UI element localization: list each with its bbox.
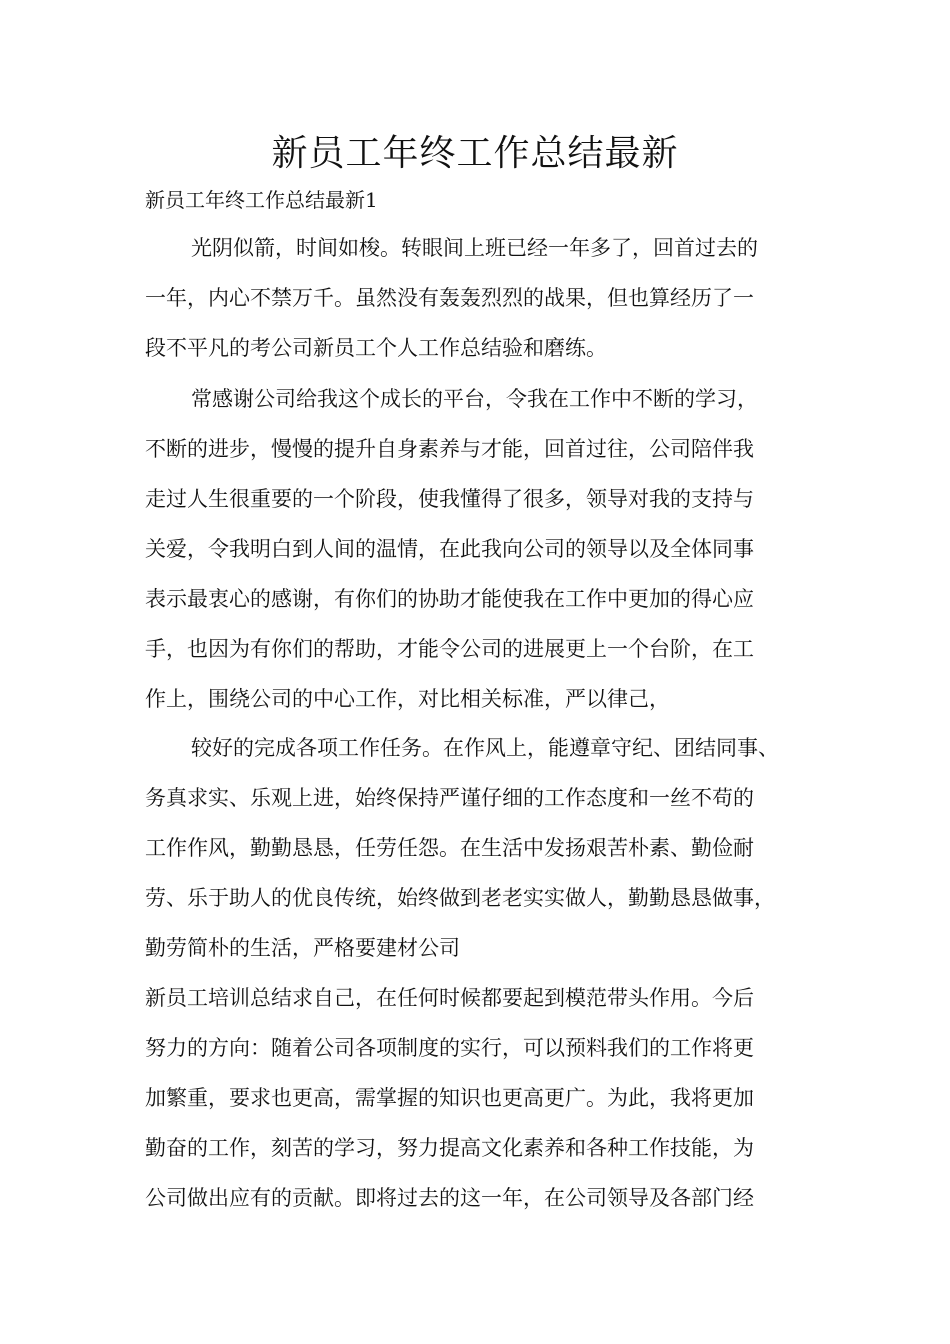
paragraph-line: 常感谢公司给我这个成长的平台，令我在工作中不断的学习， xyxy=(191,387,758,411)
paragraph-line: 工作作风，勤勤恳恳，任劳任怨。在生活中发扬艰苦朴素、勤俭耐 xyxy=(145,836,754,860)
paragraph-line: 光阴似箭，时间如梭。转眼间上班已经一年多了，回首过去的 xyxy=(191,236,758,260)
paragraph-line: 作上，围绕公司的中心工作，对比相关标准，严以律己， xyxy=(145,687,670,711)
paragraph-2 xyxy=(145,374,825,724)
paragraph-1 xyxy=(145,223,825,373)
paragraph-line: 关爱，令我明白到人间的温情，在此我向公司的领导以及全体同事 xyxy=(145,537,754,561)
paragraph-line: 务真求实、乐观上进，始终保持严谨仔细的工作态度和一丝不苟的 xyxy=(145,786,754,810)
paragraph-line: 走过人生很重要的一个阶段，使我懂得了很多，领导对我的支持与 xyxy=(145,487,754,511)
paragraph-line: 新员工培训总结求自己，在任何时候都要起到模范带头作用。今后 xyxy=(145,986,754,1010)
paragraph-line: 加繁重，要求也更高，需掌握的知识也更高更广。为此，我将更加 xyxy=(145,1086,754,1110)
paragraph-4 xyxy=(145,973,825,1223)
paragraph-line: 勤奋的工作，刻苦的学习，努力提高文化素养和各种工作技能，为 xyxy=(145,1136,754,1160)
paragraph-line: 表示最衷心的感谢，有你们的协助才能使我在工作中更加的得心应 xyxy=(145,587,754,611)
document-title: 新员工年终工作总结最新 xyxy=(271,133,679,174)
document-subtitle: 新员工年终工作总结最新1 xyxy=(145,188,378,212)
paragraph-line: 段不平凡的考公司新员工个人工作总结验和磨练。 xyxy=(145,336,607,360)
paragraph-line: 勤劳简朴的生活，严格要建材公司 xyxy=(145,936,460,960)
paragraph-3 xyxy=(145,723,825,973)
paragraph-line: 努力的方向：随着公司各项制度的实行，可以预料我们的工作将更 xyxy=(145,1036,754,1060)
paragraph-line: 劳、乐于助人的优良传统，始终做到老老实实做人，勤勤恳恳做事， xyxy=(145,886,775,910)
paragraph-line: 公司做出应有的贡献。即将过去的这一年，在公司领导及各部门经 xyxy=(145,1186,754,1210)
paragraph-line: 一年，内心不禁万千。虽然没有轰轰烈烈的战果，但也算经历了一 xyxy=(145,286,754,310)
paragraph-line: 手，也因为有你们的帮助，才能令公司的进展更上一个台阶，在工 xyxy=(145,637,754,661)
paragraph-line: 较好的完成各项工作任务。在作风上，能遵章守纪、团结同事、 xyxy=(191,736,779,760)
paragraph-line: 不断的进步，慢慢的提升自身素养与才能，回首过往，公司陪伴我 xyxy=(145,437,754,461)
